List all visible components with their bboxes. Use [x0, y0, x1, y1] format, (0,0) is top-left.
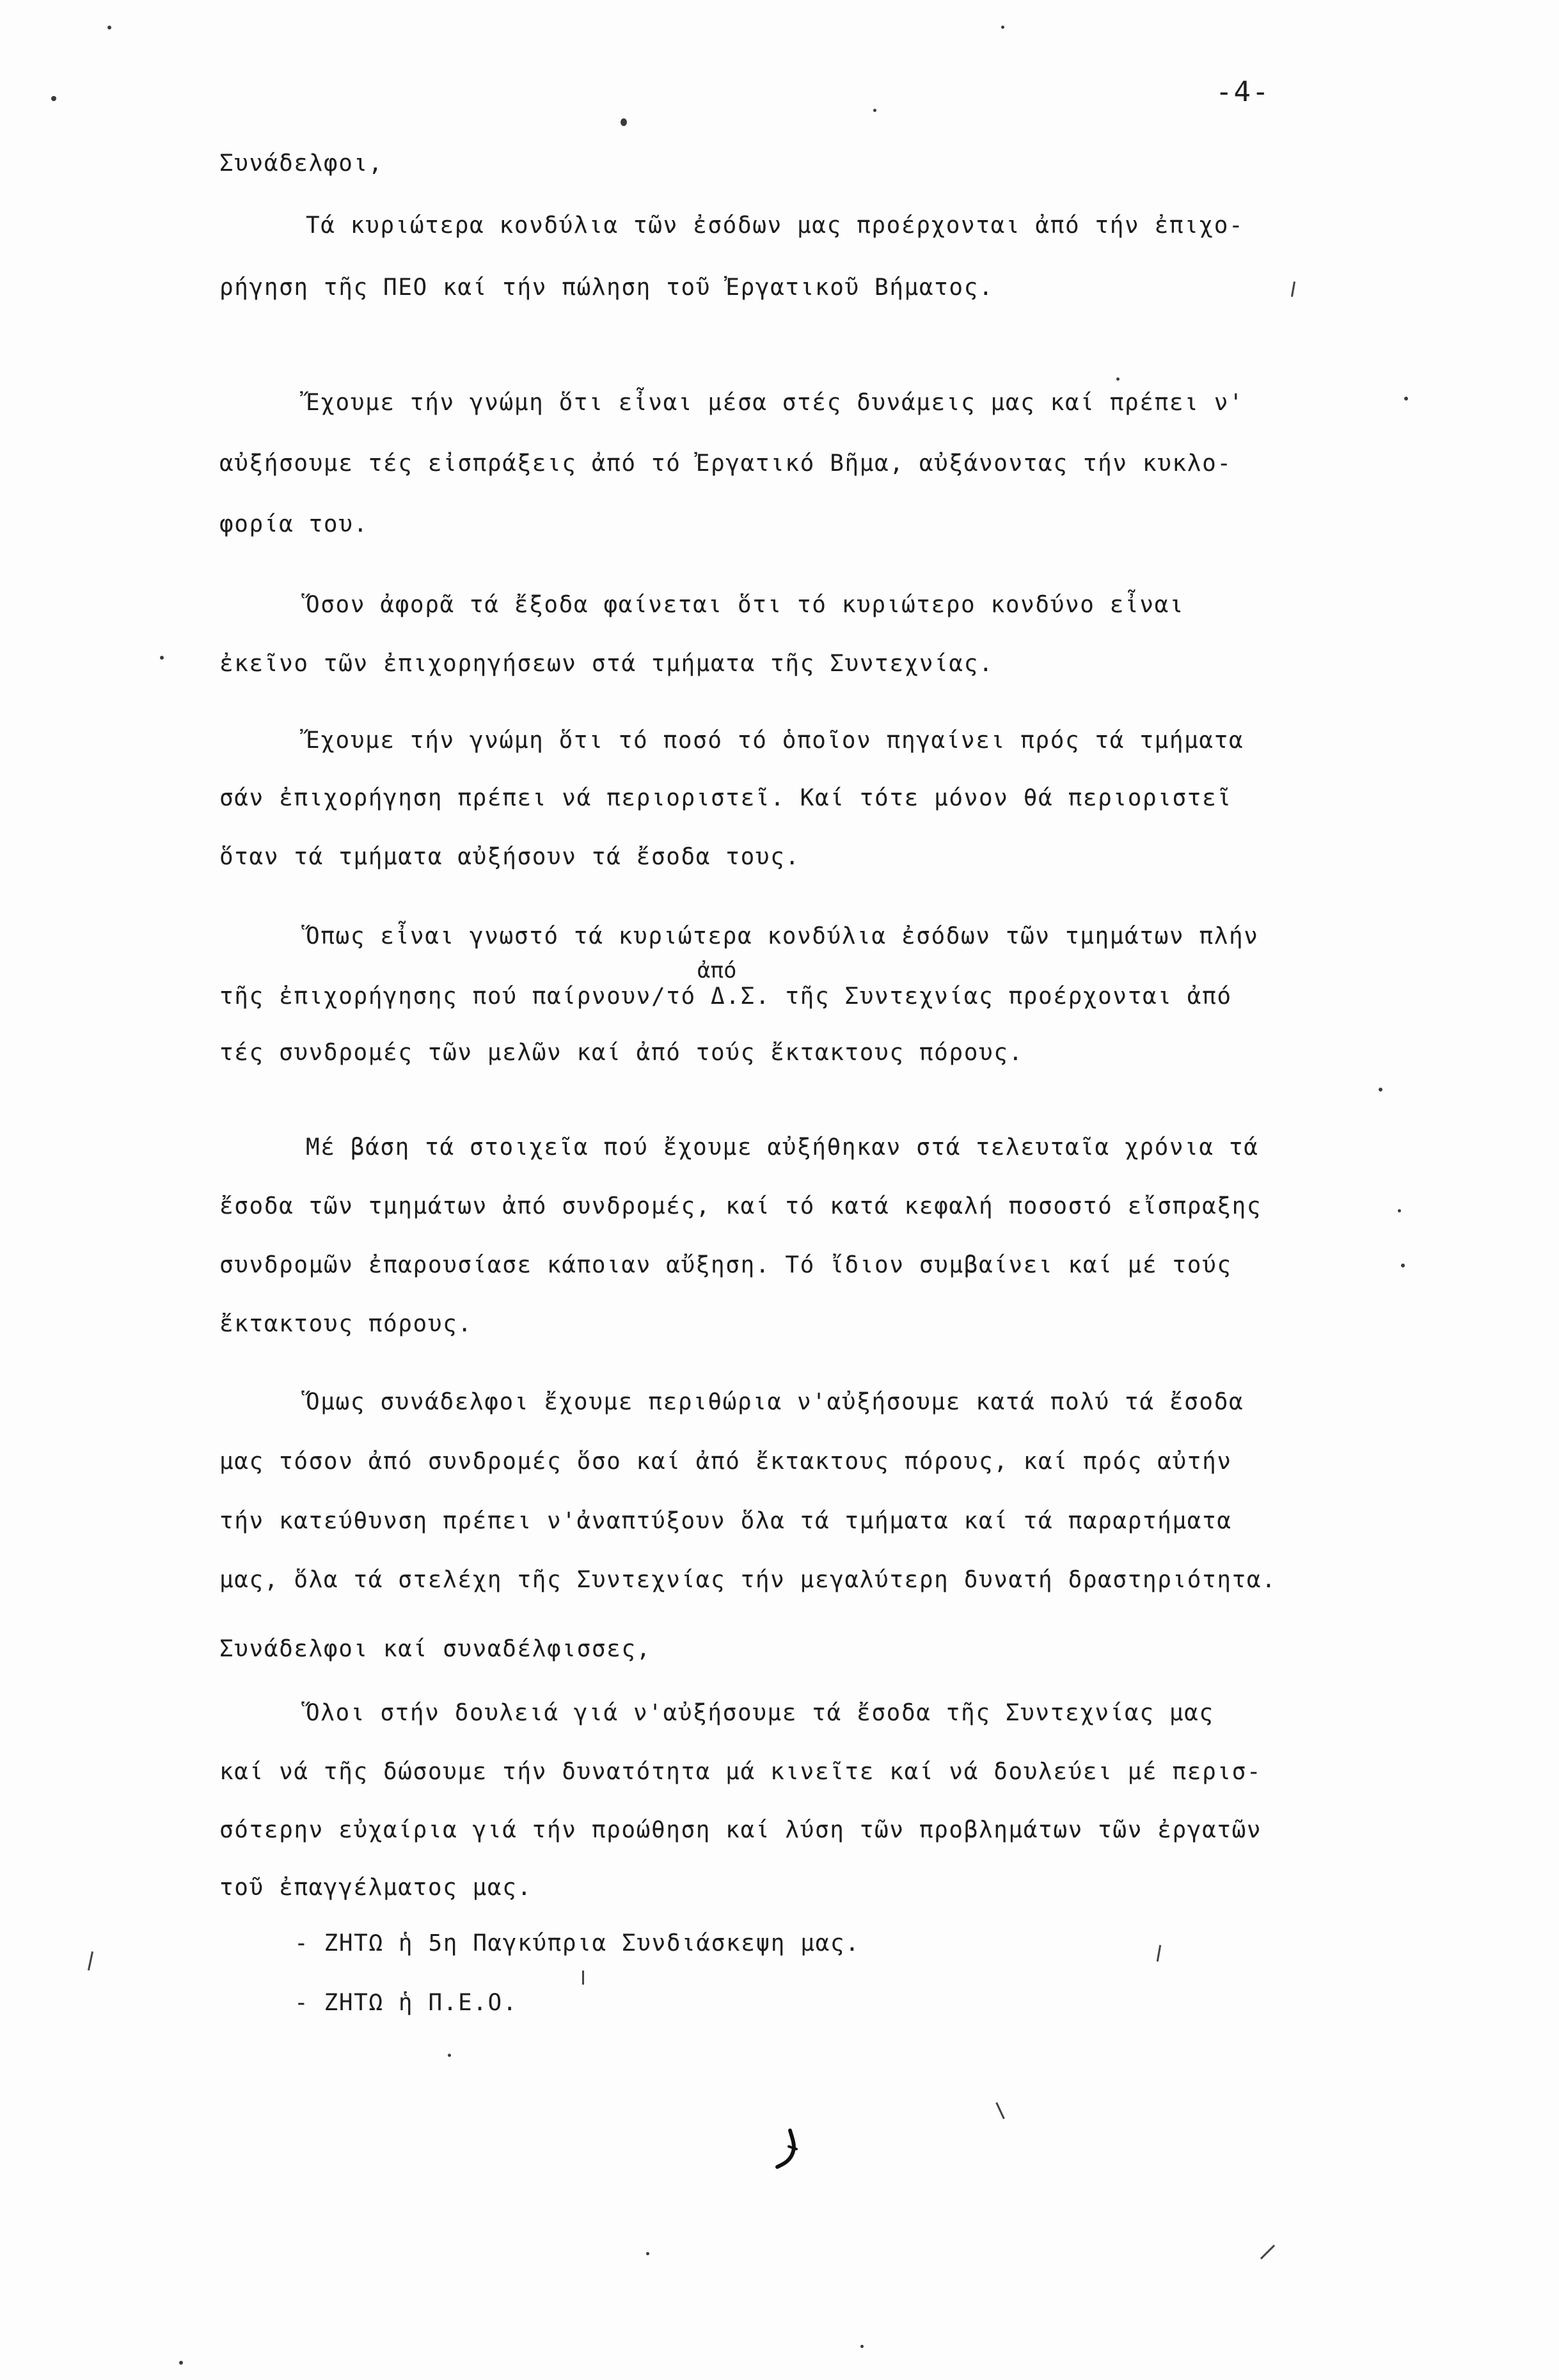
scan-speck — [160, 656, 164, 660]
text-line: σάν ἐπιχορήγηση πρέπει νά περιοριστεῖ. Καί τότε μόνον θά περιοριστεῖ — [219, 785, 1232, 811]
text-line: ρήγηση τῆς ΠΕΟ καί τήν πώληση τοῦ Ἐργατικοῦ Βήματος. — [219, 274, 994, 301]
scan-speck — [873, 109, 876, 112]
scan-speck — [1379, 1088, 1382, 1091]
text-line: αὐξήσουμε τές εἰσπράξεις ἀπό τό Ἐργατικό Βῆμα, αὐξάνοντας τήν κυκλο- — [219, 450, 1232, 477]
scan-speck — [1398, 1209, 1401, 1212]
inserted-word: ἀπό — [697, 958, 737, 983]
text-line: ἔκτακτους πόρους. — [219, 1311, 473, 1337]
scan-speck — [1404, 397, 1408, 401]
text-line: καί νά τῆς δώσουμε τήν δυνατότητα μά κινεῖτε καί νά δουλεύει μέ περισ- — [219, 1759, 1262, 1785]
scan-speck — [51, 96, 56, 101]
handwritten-mark-icon — [771, 2127, 809, 2172]
scan-mark — [582, 1971, 584, 1985]
text-line: τοῦ ἐπαγγέλματος μας. — [219, 1875, 532, 1901]
text-line: Ὅπως εἶναι γνωστό τά κυριώτερα κονδύλια ἐσόδων τῶν τμημάτων πλήν — [306, 923, 1259, 949]
text-line: ὅταν τά τμήματα αὐξήσουν τά ἔσοδα τους. — [219, 844, 800, 870]
scan-mark — [88, 1951, 93, 1971]
text-line: Συνάδελφοι καί συναδέλφισσες, — [219, 1636, 651, 1662]
scan-mark — [995, 2102, 1005, 2120]
text-line: ἔσοδα τῶν τμημάτων ἀπό συνδρομές, καί τό κατά κεφαλή ποσοστό εἴσπραξης — [219, 1193, 1262, 1219]
scan-speck — [448, 2054, 451, 2057]
scan-mark — [1260, 2244, 1275, 2259]
text-line: Ὅσον ἀφορᾶ τά ἔξοδα φαίνεται ὅτι τό κυριώτερο κονδύνο εἶναι — [306, 592, 1185, 618]
scan-speck — [646, 2252, 649, 2255]
text-line: ἐκεῖνο τῶν ἐπιχορηγήσεων στά τμήματα τῆς Συντεχνίας. — [219, 651, 994, 677]
text-line: τῆς ἐπιχορήγησης πού παίρνουν/τό Δ.Σ. τῆς Συντεχνίας προέρχονται ἀπό — [219, 983, 1232, 1010]
text-line: Ὅμως συνάδελφοι ἔχουμε περιθώρια ν'αὐξήσουμε κατά πολύ τά ἔσοδα — [306, 1389, 1244, 1415]
scan-speck — [1001, 26, 1004, 29]
text-line: φορία του. — [219, 511, 368, 537]
text-line: συνδρομῶν ἐπαρουσίασε κάποιαν αὔξηση. Τό ἴδιον συμβαίνει καί μέ τούς — [219, 1252, 1232, 1278]
text-line: μας τόσον ἀπό συνδρομές ὅσο καί ἀπό ἔκτακτους πόρους, καί πρός αὐτήν — [219, 1448, 1232, 1475]
text-line: Τά κυριώτερα κονδύλια τῶν ἐσόδων μας προέρχονται ἀπό τήν ἐπιχο- — [306, 212, 1244, 239]
text-line: Ἔχουμε τήν γνώμη ὅτι εἶναι μέσα στές δυνάμεις μας καί πρέπει ν' — [306, 390, 1244, 416]
text-line: μας, ὅλα τά στελέχη τῆς Συντεχνίας τήν μεγαλύτερη δυνατή δραστηριότητα. — [219, 1567, 1277, 1593]
scan-mark — [1157, 1945, 1161, 1962]
text-line: τές συνδρομές τῶν μελῶν καί ἀπό τούς ἔκτακτους πόρους. — [219, 1040, 1024, 1066]
scan-speck — [179, 2361, 183, 2365]
text-line: Ἔχουμε τήν γνώμη ὅτι τό ποσό τό ὁποῖον πηγαίνει πρός τά τμήματα — [306, 727, 1244, 754]
slogan-line: - ΖΗΤΩ ἡ Π.Ε.Ο. — [294, 1990, 518, 2016]
text-line: Ὅλοι στήν δουλειά γιά ν'αὐξήσουμε τά ἔσοδα τῆς Συντεχνίας μας — [306, 1700, 1214, 1726]
text-line: Μέ βάση τά στοιχεῖα πού ἔχουμε αὐξήθηκαν στά τελευταῖα χρόνια τά — [306, 1134, 1259, 1161]
text-line: τήν κατεύθυνση πρέπει ν'ἀναπτύξουν ὅλα τά τμήματα καί τά παραρτήματα — [219, 1508, 1232, 1534]
scan-speck — [860, 2345, 864, 2348]
text-line: σότερην εὐχαίρια γιά τήν προώθηση καί λύση τῶν προβλημάτων τῶν ἐργατῶν — [219, 1817, 1262, 1843]
page-number: -4- — [1215, 75, 1270, 108]
slogan-line: - ΖΗΤΩ ἡ 5η Παγκύπρια Συνδιάσκεψη μας. — [294, 1930, 860, 1956]
scan-speck — [1401, 1264, 1405, 1267]
scan-mark — [1291, 282, 1295, 297]
scan-speck — [621, 118, 627, 126]
text-line: Συνάδελφοι, — [219, 150, 384, 177]
scan-speck — [1116, 377, 1120, 381]
scan-speck — [107, 26, 111, 29]
